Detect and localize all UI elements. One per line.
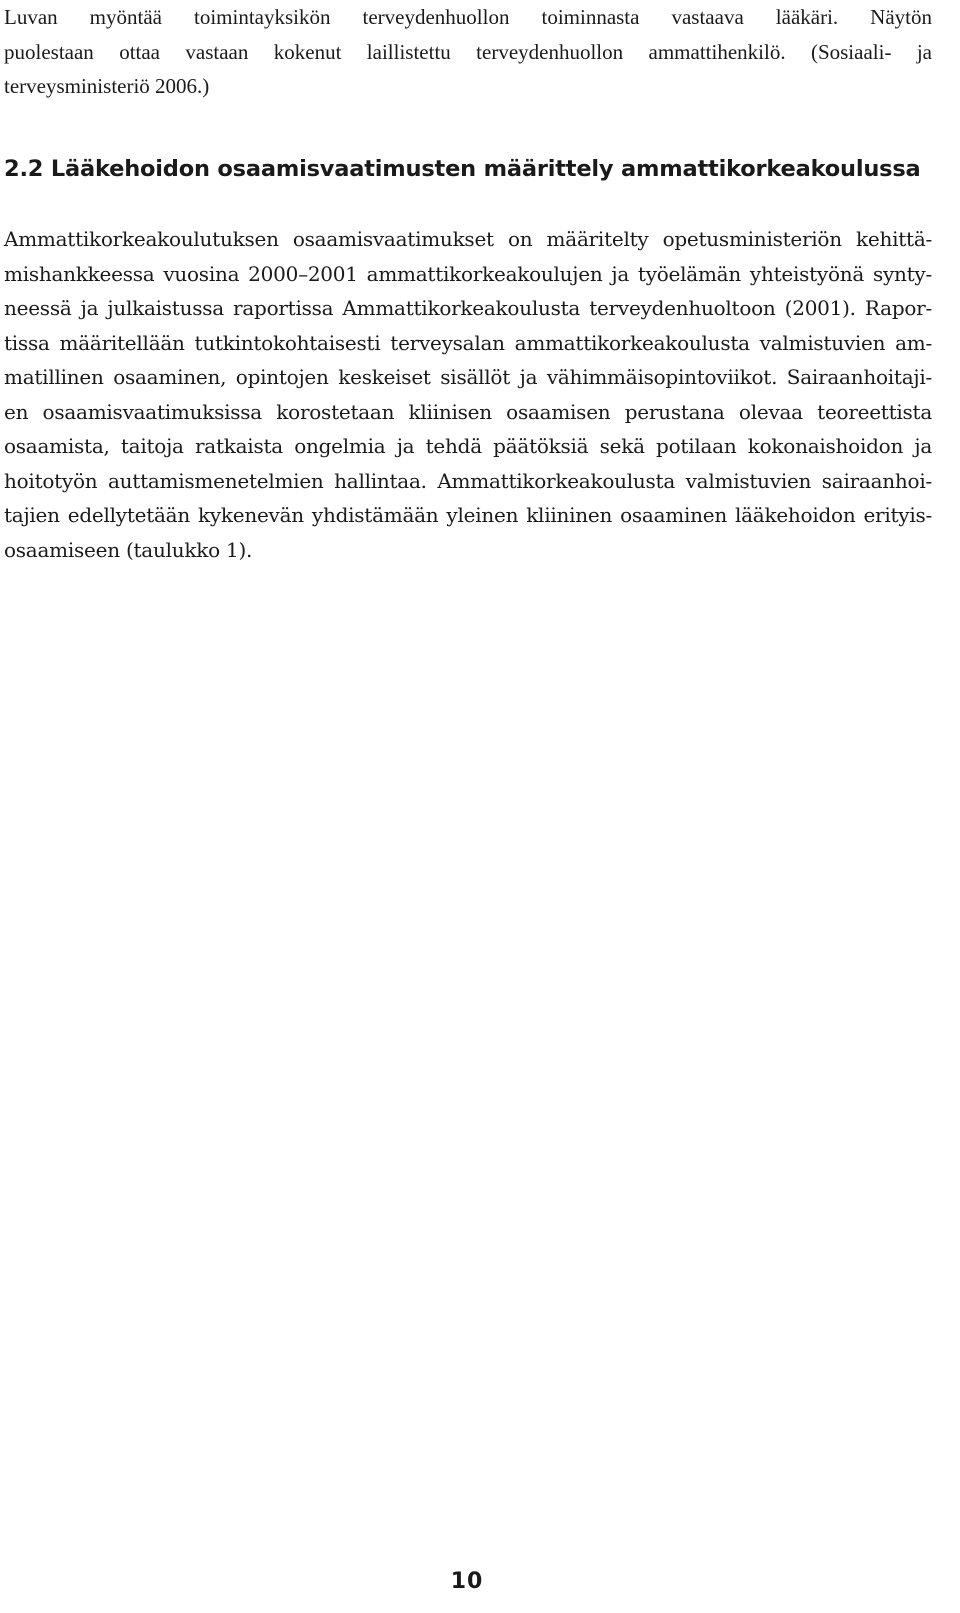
text-line: osaamiseen (taulukko 1). <box>4 537 253 562</box>
intro-paragraph <box>4 0 932 104</box>
section-heading: 2.2 Lääkehoidon osaamisvaatimusten määrittely ammattikorkeakoulussa <box>4 156 921 182</box>
page-number: 10 <box>450 1569 484 1594</box>
text-line: matillinen osaaminen, opintojen keskeiset sisällöt ja vähimmäisopintoviikot. Sairaanhoitaji- <box>4 365 932 389</box>
text-line: tissa määritellään tutkintokohtaisesti terveysalan ammattikorkeakoulusta valmistuvien am- <box>4 330 932 355</box>
text-line: hoitotyön auttamismenetelmien hallintaa. Ammattikorkeakoulusta valmistuvien sairaanhoi- <box>4 468 932 493</box>
text-line: en osaamisvaatimuksissa korostetaan kliinisen osaamisen perustana olevaa teoreettista <box>4 399 932 424</box>
text-line: puolestaan ottaa vastaan kokenut laillistettu terveydenhuollon ammattihenkilö. (Sosiaali- ja <box>4 39 932 64</box>
text-line: osaamista, taitoja ratkaista ongelmia ja tehdä päätöksiä sekä potilaan kokonaishoidon ja <box>4 434 932 458</box>
text-line: Luvan myöntää toimintayksikön terveydenhuollon toiminnasta vastaava lääkäri. Näytön <box>4 5 932 29</box>
text-line: terveysministeriö 2006.) <box>4 74 210 98</box>
text-line: neessä ja julkaistussa raportissa Ammattikorkeakoulusta terveydenhuoltoon (2001). Rapor- <box>4 296 932 320</box>
body-paragraph <box>4 222 932 567</box>
text-line: Ammattikorkeakoulutuksen osaamisvaatimukset on määritelty opetusministeriön kehittä- <box>4 227 932 251</box>
text-line: mishankkeessa vuosina 2000–2001 ammattikorkeakoulujen ja työelämän yhteistyönä synty- <box>4 261 932 286</box>
text-line: tajien edellytetään kykenevän yhdistämään yleinen kliininen osaaminen lääkehoidon erityis- <box>4 503 932 527</box>
